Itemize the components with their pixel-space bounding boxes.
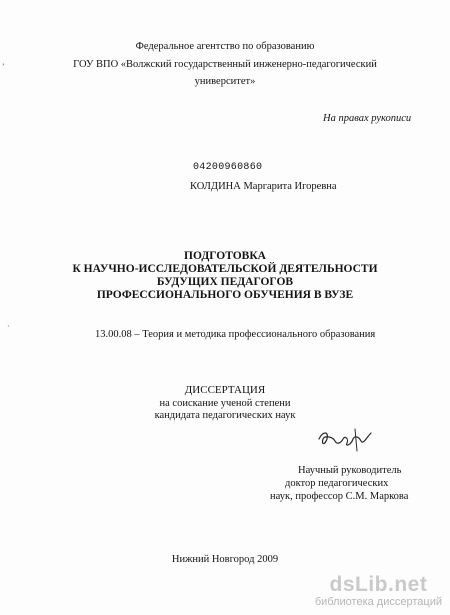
catalog-number: 04200960860 — [193, 162, 263, 173]
university-line-1: ГОУ ВПО «Волжский государственный инженерно-педагогический — [73, 59, 377, 70]
specialty-line: 13.00.08 – Теория и методика профессионального образования — [95, 329, 376, 340]
scan-margin-mark: · — [7, 322, 10, 331]
supervisor-line-1: Научный руководитель — [298, 465, 402, 476]
author-name: КОЛДИНА Маргарита Игоревна — [190, 181, 337, 192]
university-line-2: университет» — [194, 76, 256, 87]
thesis-title-line-2: К НАУЧНО-ИССЛЕДОВАТЕЛЬСКОЙ ДЕЯТЕЛЬНОСТИ — [72, 263, 378, 275]
agency-line: Федеральное агентство по образованию — [135, 41, 315, 52]
supervisor-line-3: наук, профессор С.М. Маркова — [270, 491, 409, 502]
manuscript-note: На правах рукописи — [323, 113, 412, 124]
watermark-logo: dsLib.net — [329, 573, 428, 596]
thesis-title-line-4: ПРОФЕССИОНАЛЬНОГО ОБУЧЕНИЯ В ВУЗЕ — [96, 289, 354, 301]
dslib-watermark — [315, 574, 442, 609]
thesis-title-line-1: ПОДГОТОВКА — [184, 250, 266, 262]
scan-margin-mark: ʼ — [2, 62, 5, 71]
place-year: Нижний Новгород 2009 — [171, 554, 279, 565]
degree-line-2: на соискание ученой степени — [159, 398, 291, 409]
watermark-subtitle: библиотека диссертаций — [314, 596, 442, 608]
degree-type: ДИССЕРТАЦИЯ — [184, 384, 266, 396]
thesis-title-line-3: БУДУЩИХ ПЕДАГОГОВ — [156, 276, 294, 288]
handwritten-signature — [315, 427, 375, 458]
degree-line-3: кандидата педагогических наук — [154, 410, 296, 421]
supervisor-line-2: доктор педагогических — [285, 478, 389, 489]
